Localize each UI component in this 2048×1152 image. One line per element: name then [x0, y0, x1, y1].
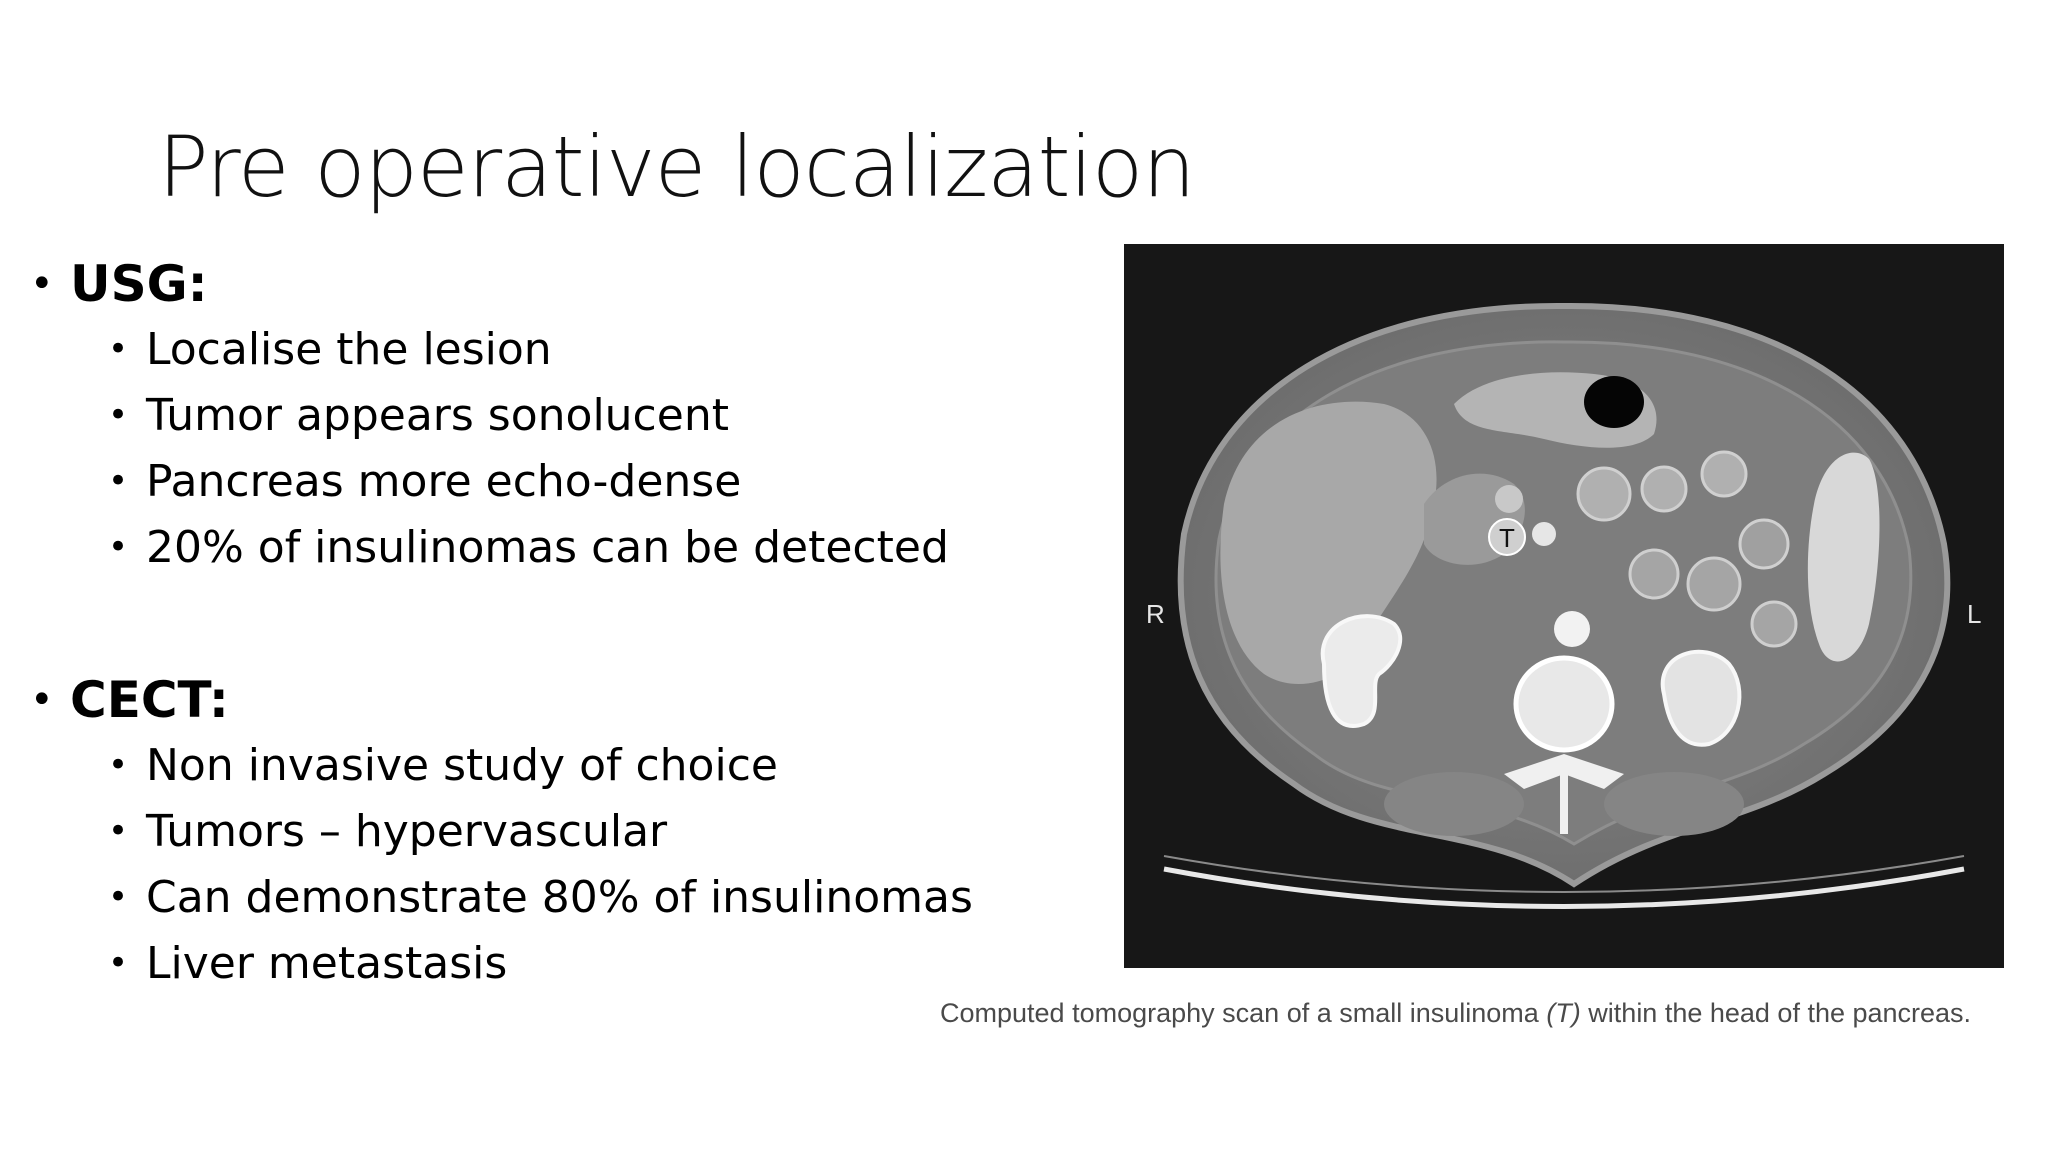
label-left: L [1967, 599, 1982, 629]
caption-italic: (T) [1546, 998, 1581, 1028]
bullet-list [30, 316, 949, 580]
list-item-text: Liver metastasis [146, 937, 508, 989]
list-item [108, 930, 973, 996]
list-item [108, 798, 973, 864]
list-item [108, 316, 949, 382]
list-item-text: Localise the lesion [146, 323, 552, 375]
bullet-list [30, 732, 973, 996]
list-item-text: Non invasive study of choice [146, 739, 778, 791]
bullet-icon: • [108, 461, 129, 501]
tumor-marker-label: T [1499, 523, 1515, 553]
bullet-icon: • [30, 261, 54, 307]
list-item [108, 514, 949, 580]
section-heading [30, 252, 949, 316]
heading-text: USG: [70, 255, 208, 313]
bullet-icon: • [108, 943, 129, 983]
ct-scan-illustration [1124, 244, 2004, 968]
image-caption [940, 998, 1971, 1029]
caption-text-end: within the head of the pancreas. [1580, 998, 1972, 1028]
list-item-text: 20% of insulinomas can be detected [146, 521, 949, 573]
section-cect [30, 668, 973, 996]
aorta [1554, 611, 1590, 647]
bullet-icon: • [108, 877, 129, 917]
heading-text: CECT: [70, 671, 229, 729]
list-item-text: Tumor appears sonolucent [146, 389, 729, 441]
list-item [108, 732, 973, 798]
slide-title: Pre operative localization [158, 118, 1195, 216]
section-usg [30, 252, 949, 580]
list-item [108, 382, 949, 448]
bullet-icon: • [30, 677, 54, 723]
bullet-icon: • [108, 527, 129, 567]
section-heading [30, 668, 973, 732]
bullet-icon: • [108, 395, 129, 435]
caption-text: Computed tomography scan of a small insulinoma [940, 998, 1547, 1028]
vertebra [1516, 658, 1612, 750]
list-item-text: Pancreas more echo-dense [146, 455, 742, 507]
bullet-icon: • [108, 329, 129, 369]
tumor [1495, 485, 1523, 513]
list-item-text: Tumors – hypervascular [146, 805, 668, 857]
bullet-icon: • [108, 811, 129, 851]
bullet-icon: • [108, 745, 129, 785]
label-right: R [1146, 599, 1165, 629]
left-kidney [1663, 652, 1740, 745]
ct-scan-image [1124, 244, 2004, 968]
list-item-text: Can demonstrate 80% of insulinomas [146, 871, 973, 923]
list-item [108, 864, 973, 930]
list-item [108, 448, 949, 514]
stomach-air [1584, 376, 1644, 428]
